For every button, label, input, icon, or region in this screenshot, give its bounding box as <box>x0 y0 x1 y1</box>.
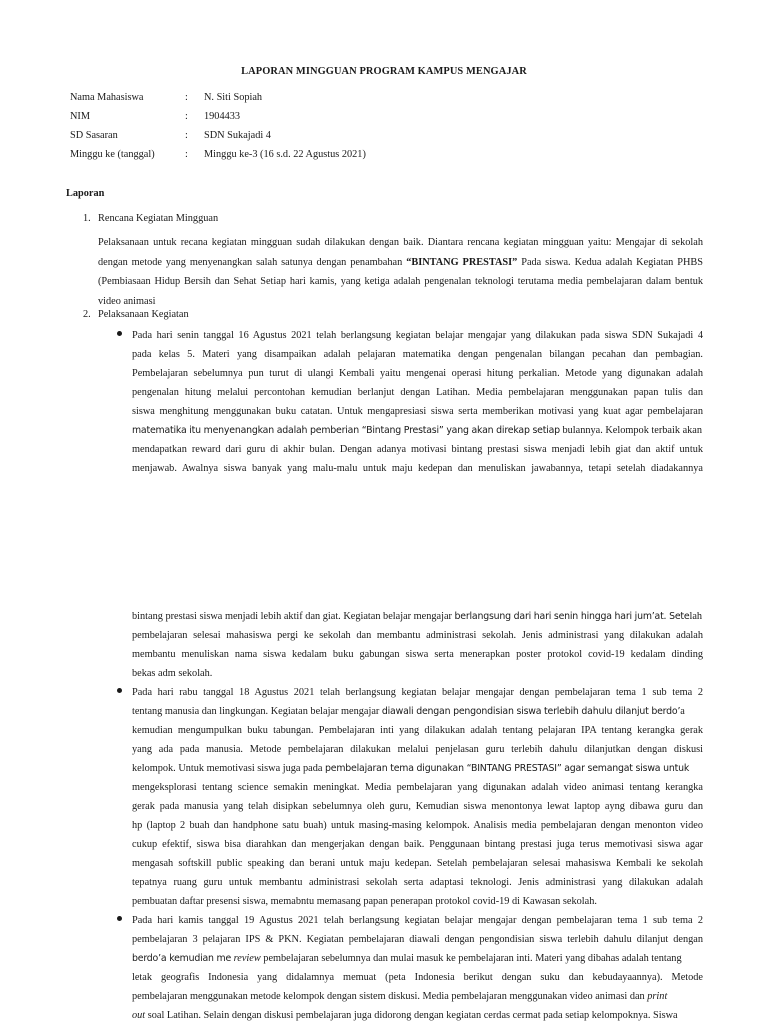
text-line: cukup efektif, siswa bisa diarahkan dan mengerjakan dengan baik. Penggunaan bintang prestasi juga terus memotivasi siswa agar <box>132 839 703 850</box>
text-line: mengasah softskill public speaking dan berani untuk maju kedepan. Setelah pembelajaran selesai mahasiswa Kembali ke sekolah <box>132 858 703 869</box>
text-run: bintang prestasi siswa menjadi lebih aktif dan giat. Kegiatan belajar mengajar <box>132 611 455 622</box>
text-run: pembelajaran sebelumnya dan mulai masuk ke pembelajaran inti. Materi yang dibahas adalah tentang <box>260 953 682 964</box>
list-number: 1. <box>83 213 91 224</box>
text-run: soal Latihan. Selain dengan diskusi pembelajaran juga didorong dengan kegiatan cerdas cermat pada setiap kelompoknya. Siswa <box>145 1010 678 1021</box>
text-line <box>132 949 703 968</box>
bullet-icon <box>117 688 122 693</box>
text-line: menjawab. Awalnya siswa banyak yang malu-malu untuk maju kedepan dan menuliskan jawabannya, tetapi setelah diadakannya <box>132 463 703 474</box>
info-separator: : <box>185 130 188 141</box>
text-run: a <box>680 706 685 717</box>
handwritten-text: diawali dengan pengondisian siswa terlebih dahulu dilanjut berdo’ <box>381 706 681 717</box>
text-line <box>132 987 703 1006</box>
text-run: kelompok. Untuk memotivasi siswa juga pada <box>132 763 326 774</box>
text-line <box>132 702 703 721</box>
text-line: Pada hari kamis tanggal 19 Agustus 2021 telah berlangsung kegiatan belajar mengajar dengan pembelajaran tema 1 sub tema 2 <box>132 915 703 926</box>
list-item-title: Pelaksanaan Kegiatan <box>98 309 189 320</box>
info-value: 1904433 <box>204 111 241 122</box>
bullet-icon <box>117 331 122 336</box>
italic-text: review <box>233 953 261 964</box>
text-line: pada kelas 5. Materi yang disampaikan adalah pelajaran matematika dengan pengenalan bilangan pecahan dan pembagian. <box>132 349 703 360</box>
item1-paragraph <box>98 233 703 311</box>
text-line: tepatnya ruang guru untuk membantu administrasi sekolah serta adaptasi teknologi. Jenis administrasi yang dilakukan adalah <box>132 877 703 888</box>
handwritten-text: pembelajaran tema digunakan “BINTANG PRESTASI” agar semangat siswa untuk <box>325 763 690 774</box>
text-line <box>132 421 703 440</box>
list-number: 2. <box>83 309 91 320</box>
info-label: Nama Mahasiswa <box>70 92 144 103</box>
text-line: mendapatkan reward dari guru di akhir bulan. Dengan adanya motivasi bintang prestasi siswa menjadi lebih giat dan aktif untuk <box>132 444 703 455</box>
bullet-icon <box>117 916 122 921</box>
text-run: bulannya. Kelompok terbaik akan <box>559 425 703 436</box>
handwritten-text: berlangsung dari hari senin hingga hari jum’at. Sete <box>454 611 690 622</box>
text-run: lah <box>689 611 703 622</box>
info-value: SDN Sukajadi 4 <box>204 130 271 141</box>
text-line: mengeksplorasi tentang science semakin meningkat. Media pembelajaran yang digunakan adalah video animasi tentang kerangka <box>132 782 703 793</box>
italic-text: print <box>647 991 668 1002</box>
info-label: NIM <box>70 111 91 122</box>
text-line: pembelajaran selesai mahasiswa pergi ke sekolah dan membantu administrasi sekolah. Jenis administrasi yang dilakukan adalah <box>132 630 703 641</box>
handwritten-text: matematika itu menyenangkan adalah pemberian “Bintang Prestasi” yang akan direkap setiap <box>132 425 560 436</box>
text-line: letak geografis Indonesia yang didalamnya memuat (peta Indonesia berikut dengan suku dan kebudayaannya). Metode <box>132 972 703 983</box>
text-line: kemudian mengumpulkan buku tabungan. Pembelajaran inti yang dilakukan adalah tentang pelajaran IPA tentang kerangka gerak <box>132 725 703 736</box>
text-line: pengenalan hitung melalui percontohan kemudian berlanjut dengan Latihan. Media pembelajaran menggunakan papan tulis dan <box>132 387 703 398</box>
list-item-title: Rencana Kegiatan Mingguan <box>98 213 219 224</box>
text-run: Pada siswa. Kedua adalah Kegiatan PHBS (Pembiasaan Hidup Bersih dan Sehat Setiap hari kamis, yang ketiga adalah pengenalan teknologi terutama media pembelajaran dalam bentuk video animasi <box>98 256 704 307</box>
italic-text: out <box>132 1010 146 1021</box>
text-run: tentang manusia dan lingkungan. Kegiatan belajar mengajar <box>132 706 382 717</box>
info-separator: : <box>185 111 188 122</box>
info-separator: : <box>185 92 188 103</box>
text-line: yang ada pada manusia. Metode pembelajaran dilakukan melalui penjelasan guru terlebih dahulu dilanjutkan dengan diskusi <box>132 744 703 755</box>
text-line: pembuatan daftar presensi siswa, memabntu memasang papan penerapan protokol covid-19 di Kawasan sekolah. <box>132 896 597 907</box>
text-line <box>132 759 703 778</box>
text-line: membantu menuliskan nama siswa kedalam buku gabungan siswa serta menerapkan poster protokol covid-19 kedalam dinding <box>132 649 703 660</box>
bold-text: “BINTANG PRESTASI” <box>406 256 518 268</box>
text-line: Pembelajaran sebelumnya pun turut di ulangi Kembali yaitu mengenai operasi hitung perkalian. Metode yang digunakan adalah <box>132 368 703 379</box>
text-line <box>132 1006 703 1025</box>
info-value: Minggu ke-3 (16 s.d. 22 Agustus 2021) <box>204 149 366 160</box>
info-value: N. Siti Sopiah <box>204 92 263 103</box>
text-line: bekas adm sekolah. <box>132 668 213 679</box>
text-line: siswa menghitung menggunakan buku catatan. Untuk mengapresiasi siswa serta memberikan motivasi yang kuat agar pembelajaran <box>132 406 703 417</box>
info-label: Minggu ke (tanggal) <box>70 149 155 160</box>
handwritten-text: berdo’a kemudian me <box>132 953 232 964</box>
info-separator: : <box>185 149 188 160</box>
text-run: pembelajaran menggunakan metode kelompok dengan sistem diskusi. Media pembelajaran menggunakan video animasi dan <box>132 991 648 1002</box>
text-line <box>132 607 703 626</box>
info-label: SD Sasaran <box>70 130 118 141</box>
text-run: Pelaksanaan untuk recana kegiatan mingguan sudah dilakukan dengan baik. Diantara rencana kegiatan mingguan yaitu: Mengajar di sekolah dengan metode yang menyenangkan salah satunya dengan penambahan <box>98 237 703 268</box>
text-line: Pada hari rabu tanggal 18 Agustus 2021 telah berlangsung kegiatan belajar mengajar dengan pembelajaran tema 1 sub tema 2 <box>132 687 703 698</box>
document-title: LAPORAN MINGGUAN PROGRAM KAMPUS MENGAJAR <box>241 66 527 77</box>
text-line: pembelajaran 3 pelajaran IPS & PKN. Kegiatan pembelajaran diawali dengan pengondisian siswa terlebih dahulu dilanjut dengan <box>132 934 703 945</box>
section-heading: Laporan <box>66 188 105 199</box>
text-line: gerak pada manusia yang telah disipkan sebelumnya oleh guru, Kemudian siswa menontonya lewat laptop ayng dibawa guru dan <box>132 801 703 812</box>
text-line: Pada hari senin tanggal 16 Agustus 2021 telah berlangsung kegiatan belajar mengajar yang dilakukan pada siswa SDN Sukajadi 4 <box>132 330 703 341</box>
text-line: hp (laptop 2 buah dan handphone satu buah) untuk masing-masing kelompok. Analisis media pembelajaran dengan menonton video <box>132 820 703 831</box>
